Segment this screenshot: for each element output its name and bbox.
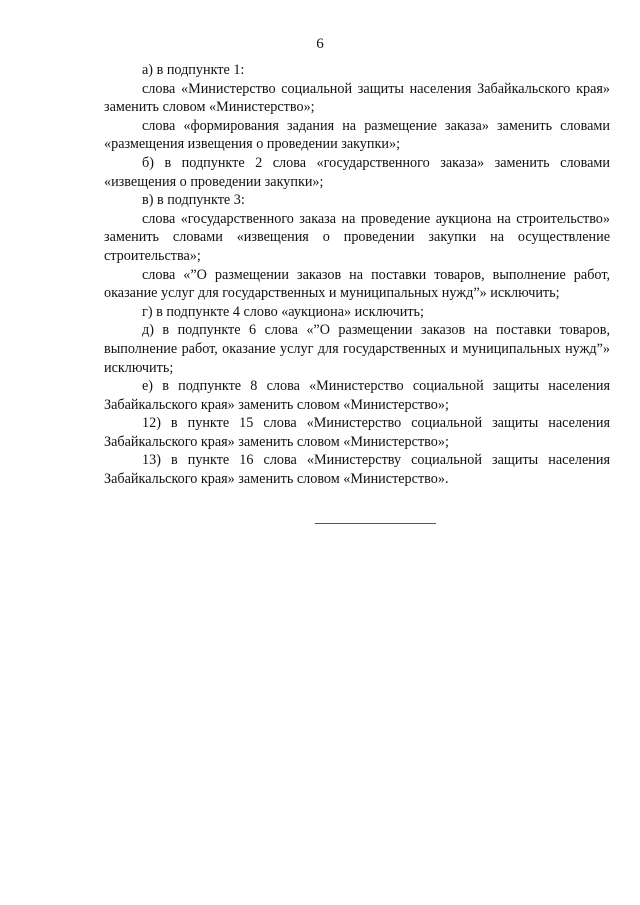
end-divider-line xyxy=(315,523,436,524)
paragraph-auction-construction: слова «государственного заказа на проведение аукциона на строительство» заменить словами «извещения о проведении закупки на осуществление строительства»; xyxy=(104,210,610,264)
paragraph-law-exclusion: слова «”О размещении заказов на поставки товаров, выполнение работ, оказание услуг для государственных и муниципальных нужд”» исключить; xyxy=(104,266,610,302)
paragraph-point-12: 12) в пункте 15 слова «Министерство социальной защиты населения Забайкальского края» заменить словом «Министерство»; xyxy=(104,415,610,450)
paragraph-subitem-d: д) в подпункте 6 слова «”О размещении заказов на поставки товаров, выполнение работ, оказание услуг для государственных и муниципальных нужд”» исключить; xyxy=(104,322,610,376)
paragraph-subitem-v: в) в подпункте 3: xyxy=(142,192,245,209)
paragraph-point-13: 13) в пункте 16 слова «Министерству социальной защиты населения Забайкальского края» заменить словом «Министерство». xyxy=(104,452,610,488)
paragraph-subitem-e: е) в подпункте 8 слова «Министерство социальной защиты населения Забайкальского края» заменить словом «Министерство»; xyxy=(104,378,610,413)
paragraph-ministry-replace: слова «Министерство социальной защиты населения Забайкальского края» заменить словом «Министерство»; xyxy=(104,80,610,116)
paragraph-order-assignment: слова «формирования задания на размещение заказа» заменить словами «размещения извещения о проведении закупки»; xyxy=(104,117,610,153)
page-number: 6 xyxy=(316,36,324,52)
paragraph-subitem-a: а) в подпункте 1: xyxy=(142,62,245,78)
paragraph-subitem-b: б) в подпункте 2 слова «государственного заказа» заменить словами «извещения о проведении закупки»; xyxy=(104,154,610,190)
paragraph-subitem-g: г) в подпункте 4 слово «аукциона» исключить; xyxy=(142,303,424,320)
document-body xyxy=(104,61,610,489)
